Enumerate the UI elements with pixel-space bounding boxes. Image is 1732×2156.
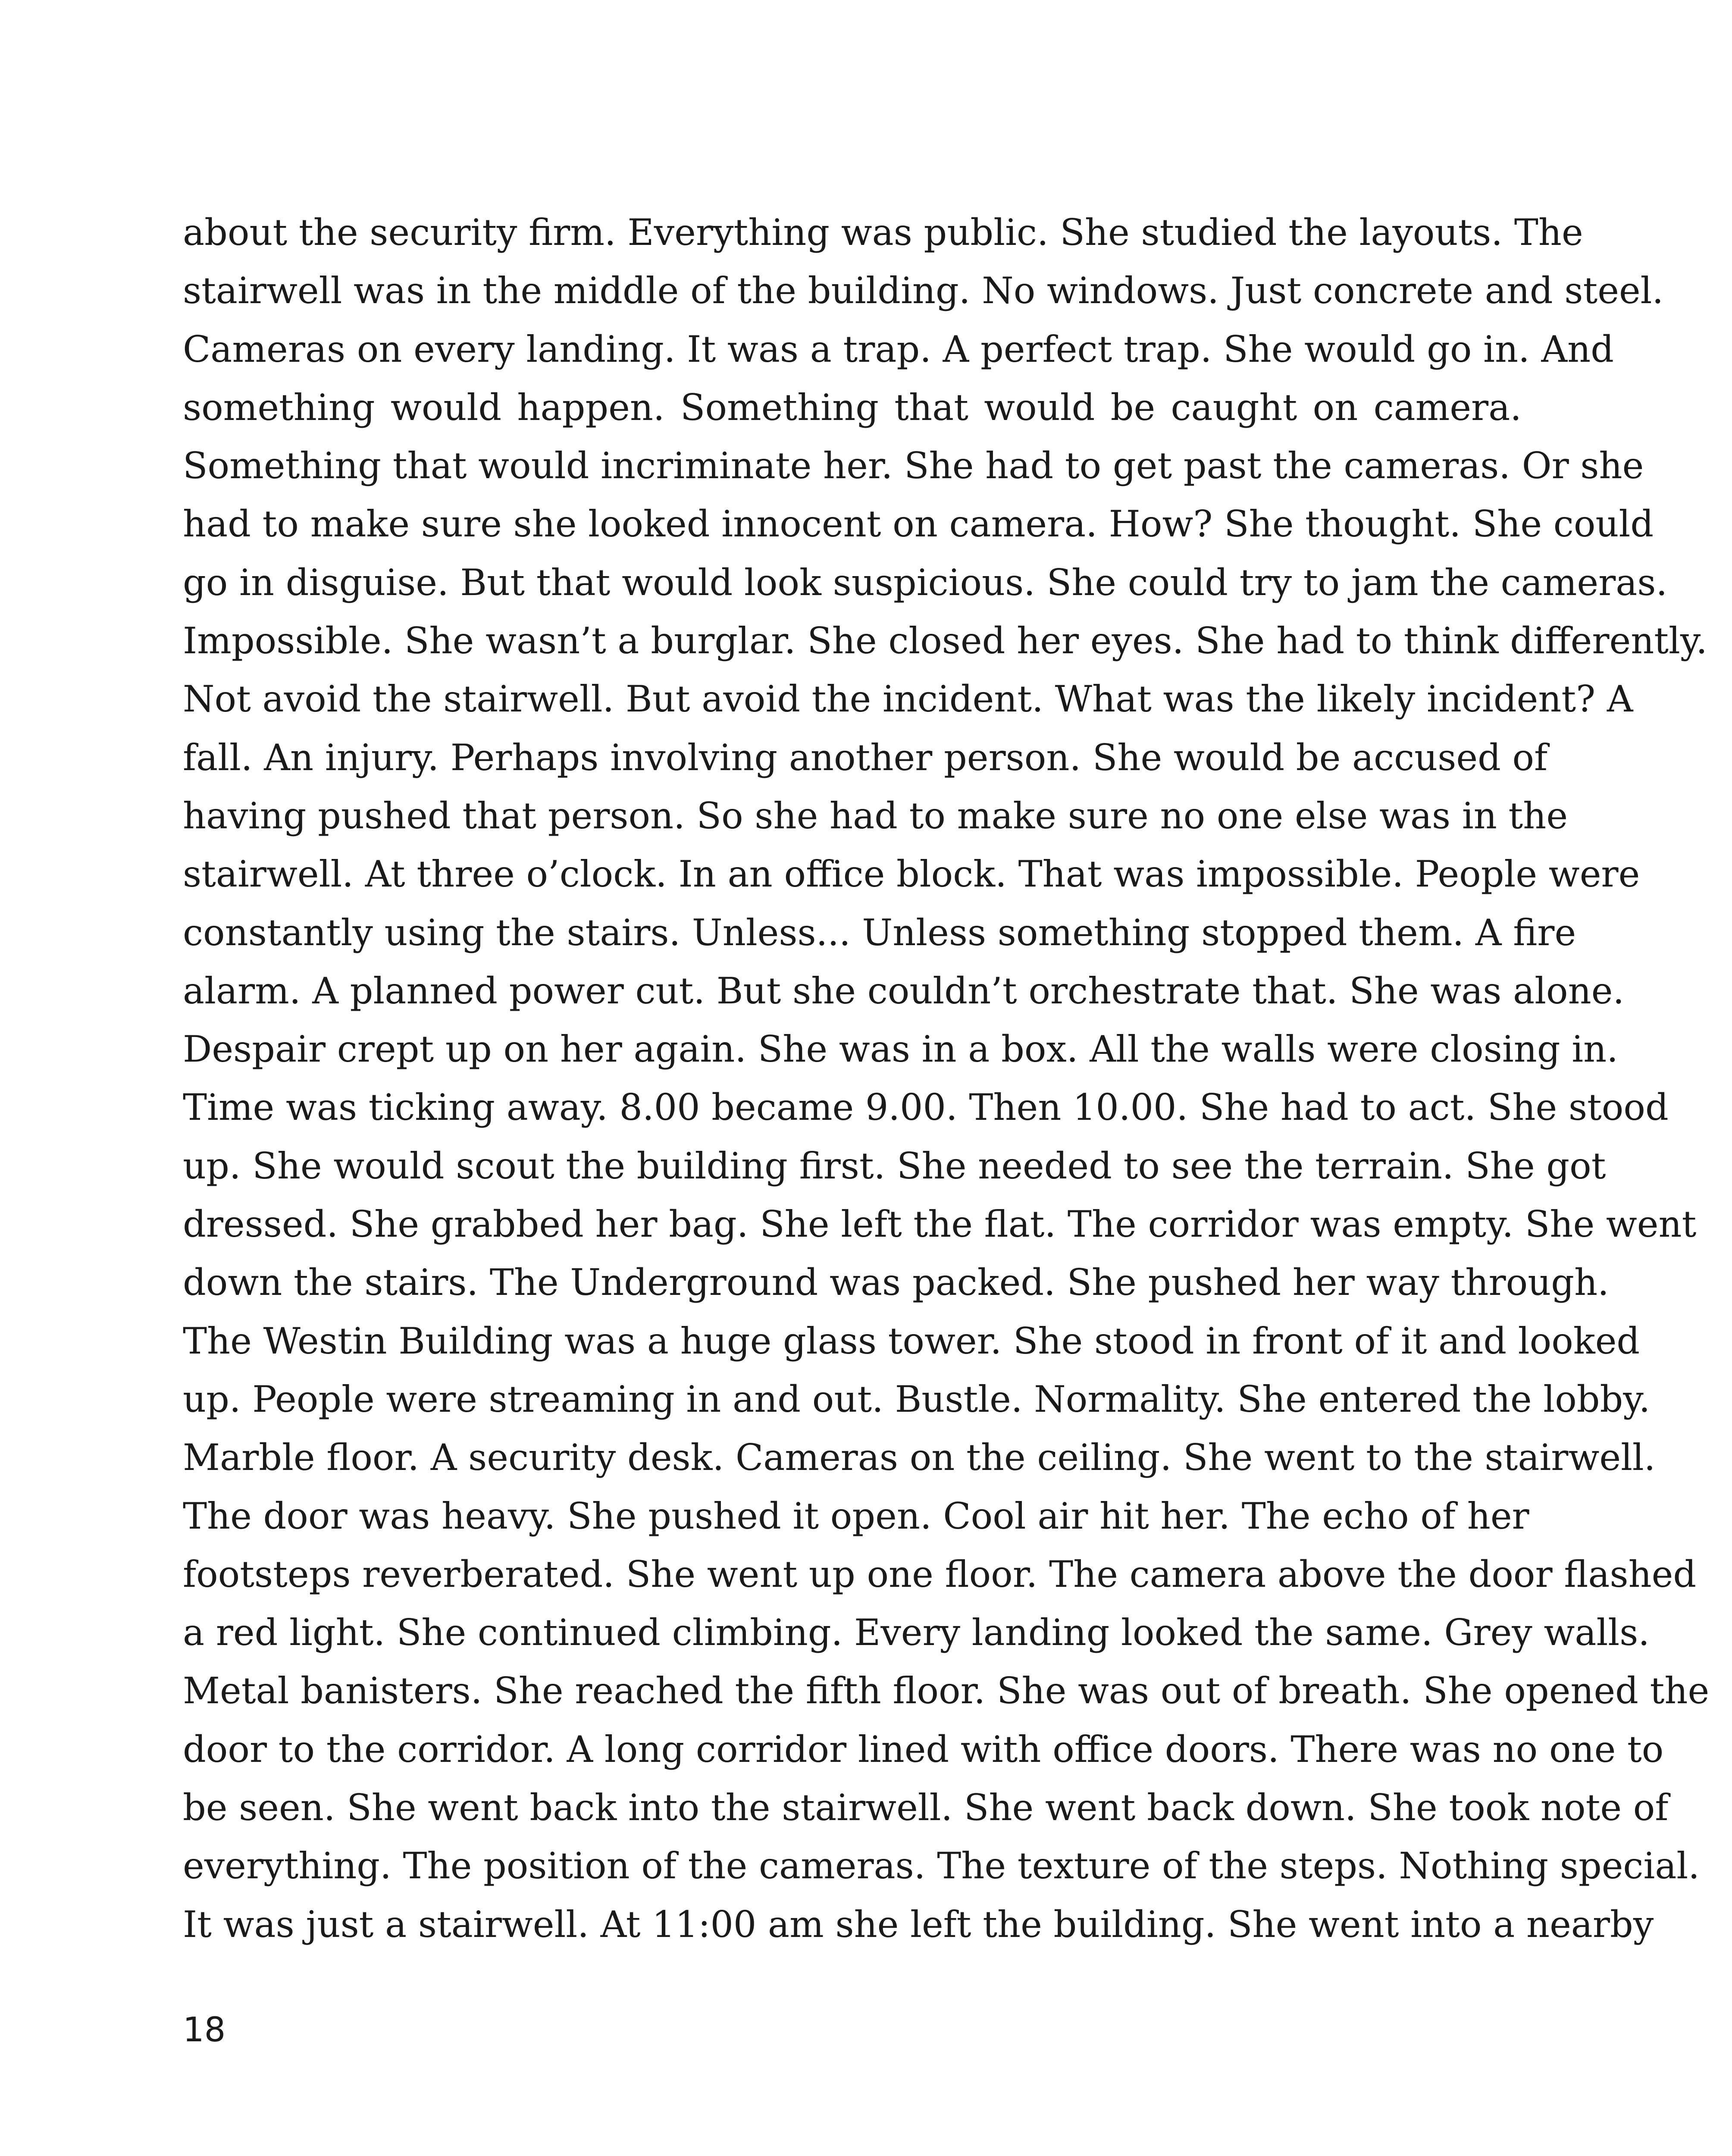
- page-number: 18: [183, 2011, 226, 2049]
- text-line: footsteps reverberated. She went up one floor. The camera above the door flashed: [183, 1553, 1697, 1595]
- text-line: about the security firm. Everything was public. She studied the layouts. The: [183, 211, 1583, 254]
- text-line: Despair crept up on her again. She was in a box. All the walls were closing in.: [183, 1028, 1618, 1071]
- text-line: Cameras on every landing. It was a trap. A perfect trap. She would go in. And: [183, 328, 1614, 370]
- text-line: up. People were streaming in and out. Bustle. Normality. She entered the lobby.: [183, 1378, 1651, 1420]
- text-line: The Westin Building was a huge glass tower. She stood in front of it and looked: [183, 1319, 1640, 1362]
- text-line: having pushed that person. So she had to make sure no one else was in the: [183, 794, 1568, 837]
- text-line: Metal banisters. She reached the fifth floor. She was out of breath. She opened the: [183, 1670, 1710, 1712]
- text-line: something would happen. Something that would be caught on camera.: [183, 386, 1522, 429]
- text-line: alarm. A planned power cut. But she couldn’t orchestrate that. She was alone.: [183, 969, 1625, 1012]
- text-line: a red light. She continued climbing. Every landing looked the same. Grey walls.: [183, 1611, 1650, 1654]
- text-line: Impossible. She wasn’t a burglar. She closed her eyes. She had to think differently.: [183, 620, 1707, 662]
- text-line: be seen. She went back into the stairwell. She went back down. She took note of: [183, 1786, 1669, 1829]
- text-line: It was just a stairwell. At 11:00 am she left the building. She went into a nearby: [183, 1903, 1654, 1946]
- text-line: had to make sure she looked innocent on camera. How? She thought. She could: [183, 503, 1654, 545]
- text-line: Not avoid the stairwell. But avoid the incident. What was the likely incident? A: [183, 678, 1633, 721]
- text-line: Marble floor. A security desk. Cameras on the ceiling. She went to the stairwell.: [183, 1436, 1656, 1479]
- text-line: up. She would scout the building first. She needed to see the terrain. She got: [183, 1144, 1606, 1187]
- text-line: fall. An injury. Perhaps involving another person. She would be accused of: [183, 736, 1548, 779]
- text-line: down the stairs. The Underground was packed. She pushed her way through.: [183, 1261, 1609, 1304]
- text-line: go in disguise. But that would look suspicious. She could try to jam the cameras.: [183, 561, 1668, 604]
- text-line: Time was ticking away. 8.00 became 9.00. Then 10.00. She had to act. She stood: [183, 1086, 1669, 1129]
- text-line: door to the corridor. A long corridor lined with office doors. There was no one to: [183, 1728, 1664, 1771]
- text-line: stairwell was in the middle of the building. No windows. Just concrete and steel.: [183, 270, 1664, 312]
- text-line: dressed. She grabbed her bag. She left the flat. The corridor was empty. She went: [183, 1203, 1697, 1246]
- text-line: The door was heavy. She pushed it open. Cool air hit her. The echo of her: [183, 1495, 1529, 1537]
- text-line: everything. The position of the cameras. The texture of the steps. Nothing special.: [183, 1845, 1700, 1887]
- text-line: Something that would incriminate her. She had to get past the cameras. Or she: [183, 445, 1644, 487]
- body-text: [183, 204, 1710, 1954]
- text-line: stairwell. At three o’clock. In an office block. That was impossible. People were: [183, 853, 1640, 896]
- text-line: constantly using the stairs. Unless... Unless something stopped them. A fire: [183, 911, 1576, 954]
